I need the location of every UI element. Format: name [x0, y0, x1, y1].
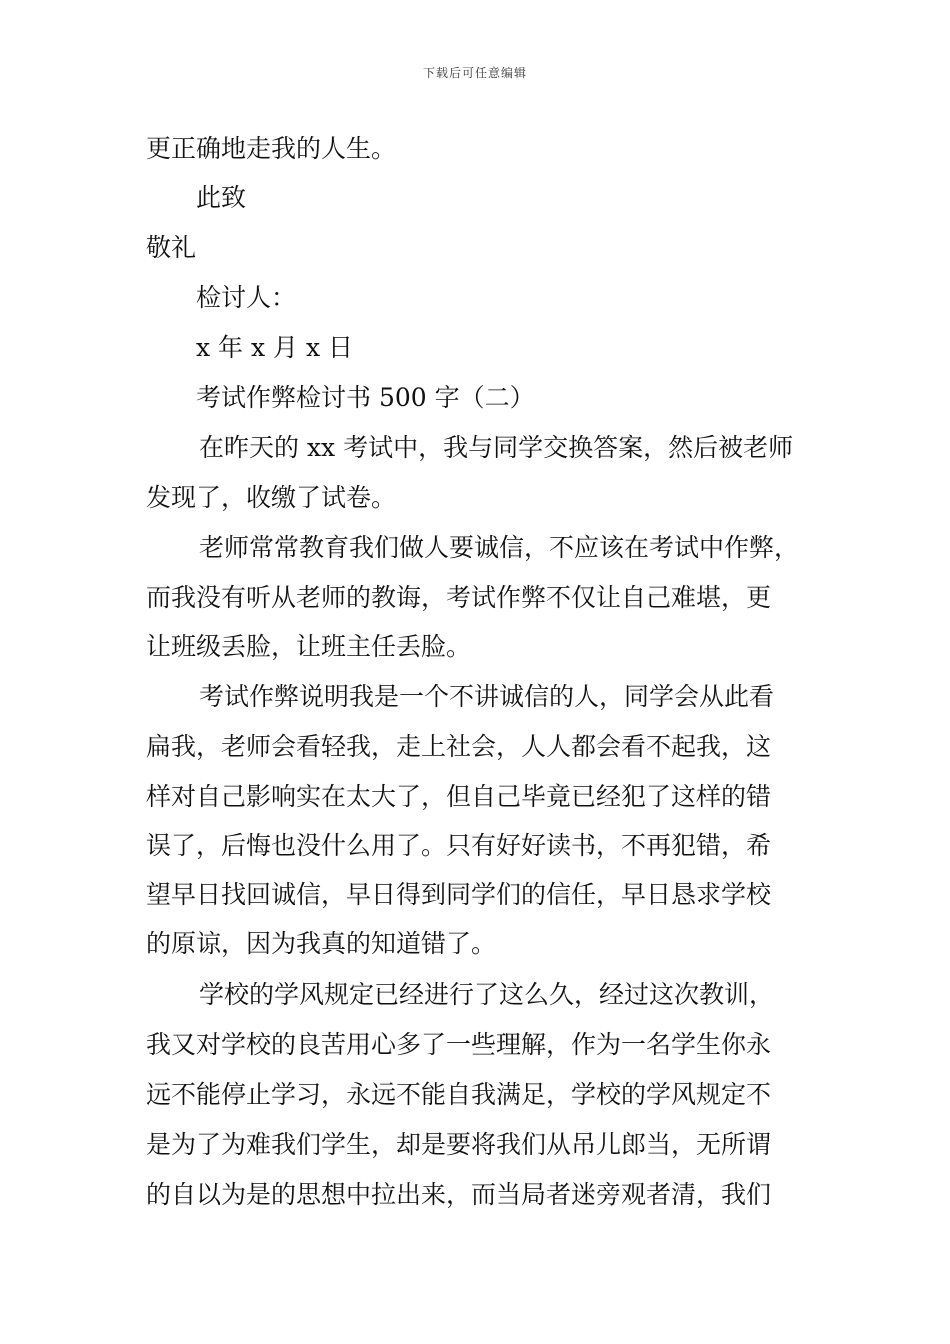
text-line: 考试作弊说明我是一个不讲诚信的人，同学会从此看 [199, 682, 775, 711]
signature-label: 检讨人： [196, 283, 297, 312]
text-line: 而我没有听从老师的教诲，考试作弊不仅让自己难堪，更 [146, 583, 772, 612]
text-line: 样对自己影响实在太大了，但自己毕竟已经犯了这样的错 [146, 782, 772, 811]
text-line: 扁我，老师会看轻我，走上社会，人人都会看不起我，这 [146, 732, 772, 761]
text-line: 误了，后悔也没什么用了。只有好好读书，不再犯错，希 [146, 831, 772, 860]
closing-respect: 敬礼 [146, 233, 197, 262]
text-line: 让班级丢脸，让班主任丢脸。 [146, 632, 472, 661]
text-line: 更正确地走我的人生。 [146, 134, 397, 163]
text-line: 望早日找回诚信，早日得到同学们的信任，早日恳求学校 [146, 880, 772, 909]
text-line: 的原谅，因为我真的知道错了。 [146, 929, 497, 958]
text-line: 发现了，收缴了试卷。 [146, 483, 397, 512]
text-line: 是为了为难我们学生，却是要将我们从吊儿郎当，无所谓 [146, 1130, 772, 1159]
page-header: 下载后可任意编辑 [422, 66, 527, 80]
text-line: 远不能停止学习，永远不能自我满足，学校的学风规定不 [146, 1080, 772, 1109]
text-line: 老师常常教育我们做人要诚信，不应该在考试中作弊， [199, 533, 800, 562]
text-line: 我又对学校的良苦用心多了一些理解，作为一名学生你永 [146, 1030, 772, 1059]
date-line: x 年 x 月 x 日 [196, 333, 354, 362]
closing-salutation: 此致 [196, 183, 247, 212]
text-line: 学校的学风规定已经进行了这么久，经过这次教训， [199, 980, 775, 1009]
text-line: 的自以为是的思想中拉出来，而当局者迷旁观者清，我们 [146, 1180, 772, 1209]
text-line: 在昨天的 xx 考试中，我与同学交换答案，然后被老师 [199, 433, 794, 462]
section-title: 考试作弊检讨书 500 字（二） [196, 383, 535, 412]
